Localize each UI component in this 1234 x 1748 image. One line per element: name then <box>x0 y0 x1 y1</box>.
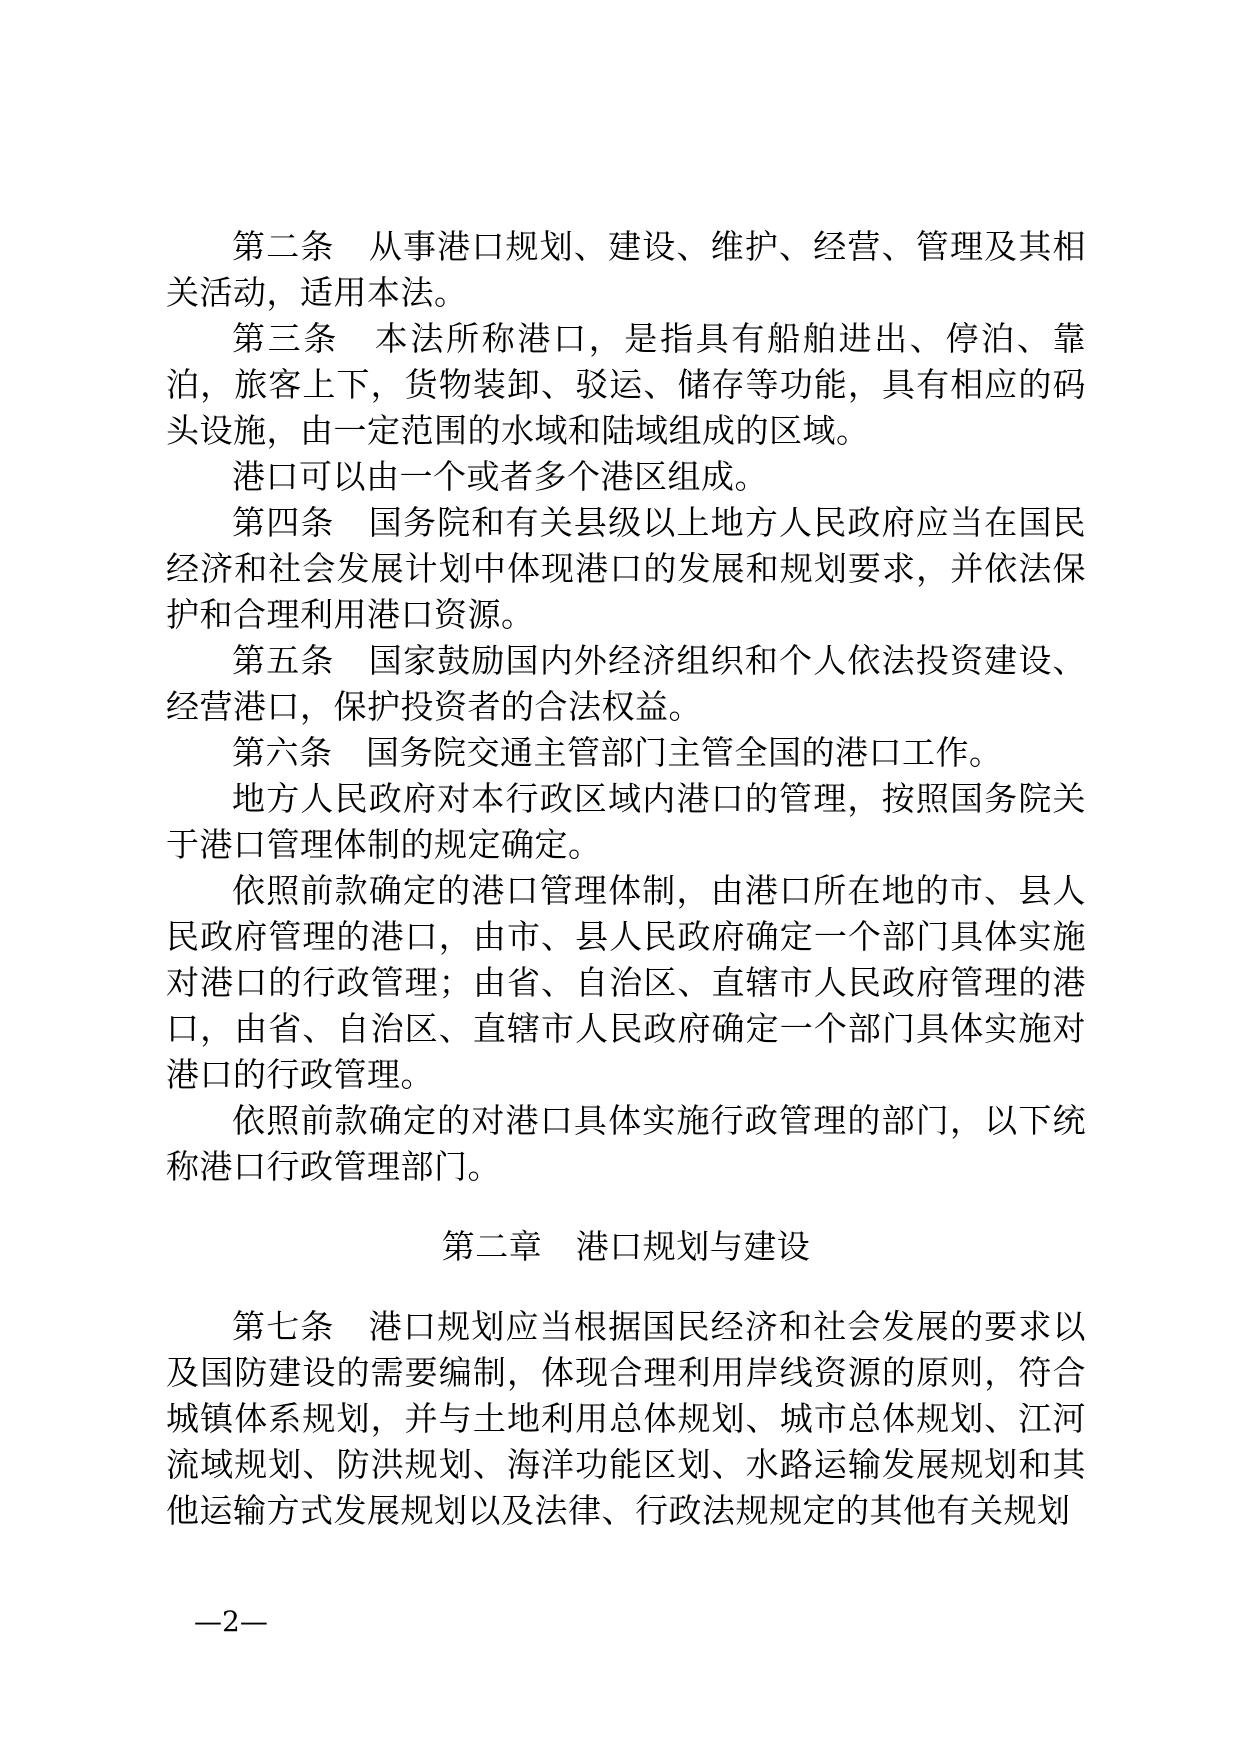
article-7-paragraph: 第七条 港口规划应当根据国民经济和社会发展的要求以及国防建设的需要编制，体现合理利用岸线资源的原则，符合城镇体系规划，并与土地利用总体规划、城市总体规划、江河流域规划、防洪规划、海洋功能区划、水路运输发展规划和其他运输方式发展规划以及法律、行政法规规定的其他有关规划 <box>166 1307 1086 1530</box>
article-6-management-system-paragraph: 依照前款确定的港口管理体制，由港口所在地的市、县人民政府管理的港口，由市、县人民政府确定一个部门具体实施对港口的行政管理；由省、自治区、直辖市人民政府管理的港口，由省、自治区、直辖市人民政府确定一个部门具体实施对港口的行政管理。 <box>166 871 1086 1094</box>
article-5-paragraph: 第五条 国家鼓励国内外经济组织和个人依法投资建设、经营港口，保护投资者的合法权益。 <box>166 641 1086 726</box>
article-4-paragraph: 第四条 国务院和有关县级以上地方人民政府应当在国民经济和社会发展计划中体现港口的发展和规划要求，并依法保护和合理利用港口资源。 <box>166 503 1086 634</box>
article-6-administrative-department-paragraph: 依照前款确定的对港口具体实施行政管理的部门，以下统称港口行政管理部门。 <box>166 1101 1086 1186</box>
page-number: —2— <box>194 1605 268 1638</box>
document-body <box>166 224 1086 1534</box>
article-2-paragraph: 第二条 从事港口规划、建设、维护、经营、管理及其相关活动，适用本法。 <box>166 227 1086 312</box>
chapter-heading: 第二章 港口规划与建设 <box>441 1227 811 1266</box>
article-6-local-government-paragraph: 地方人民政府对本行政区域内港口的管理，按照国务院关于港口管理体制的规定确定。 <box>166 779 1086 864</box>
article-6-paragraph: 第六条 国务院交通主管部门主管全国的港口工作。 <box>232 733 1003 772</box>
article-3-paragraph: 第三条 本法所称港口，是指具有船舶进出、停泊、靠泊，旅客上下，货物装卸、驳运、储存等功能，具有相应的码头设施，由一定范围的水域和陆域组成的区域。 <box>166 319 1086 450</box>
article-3-port-areas-paragraph: 港口可以由一个或者多个港区组成。 <box>232 457 768 496</box>
